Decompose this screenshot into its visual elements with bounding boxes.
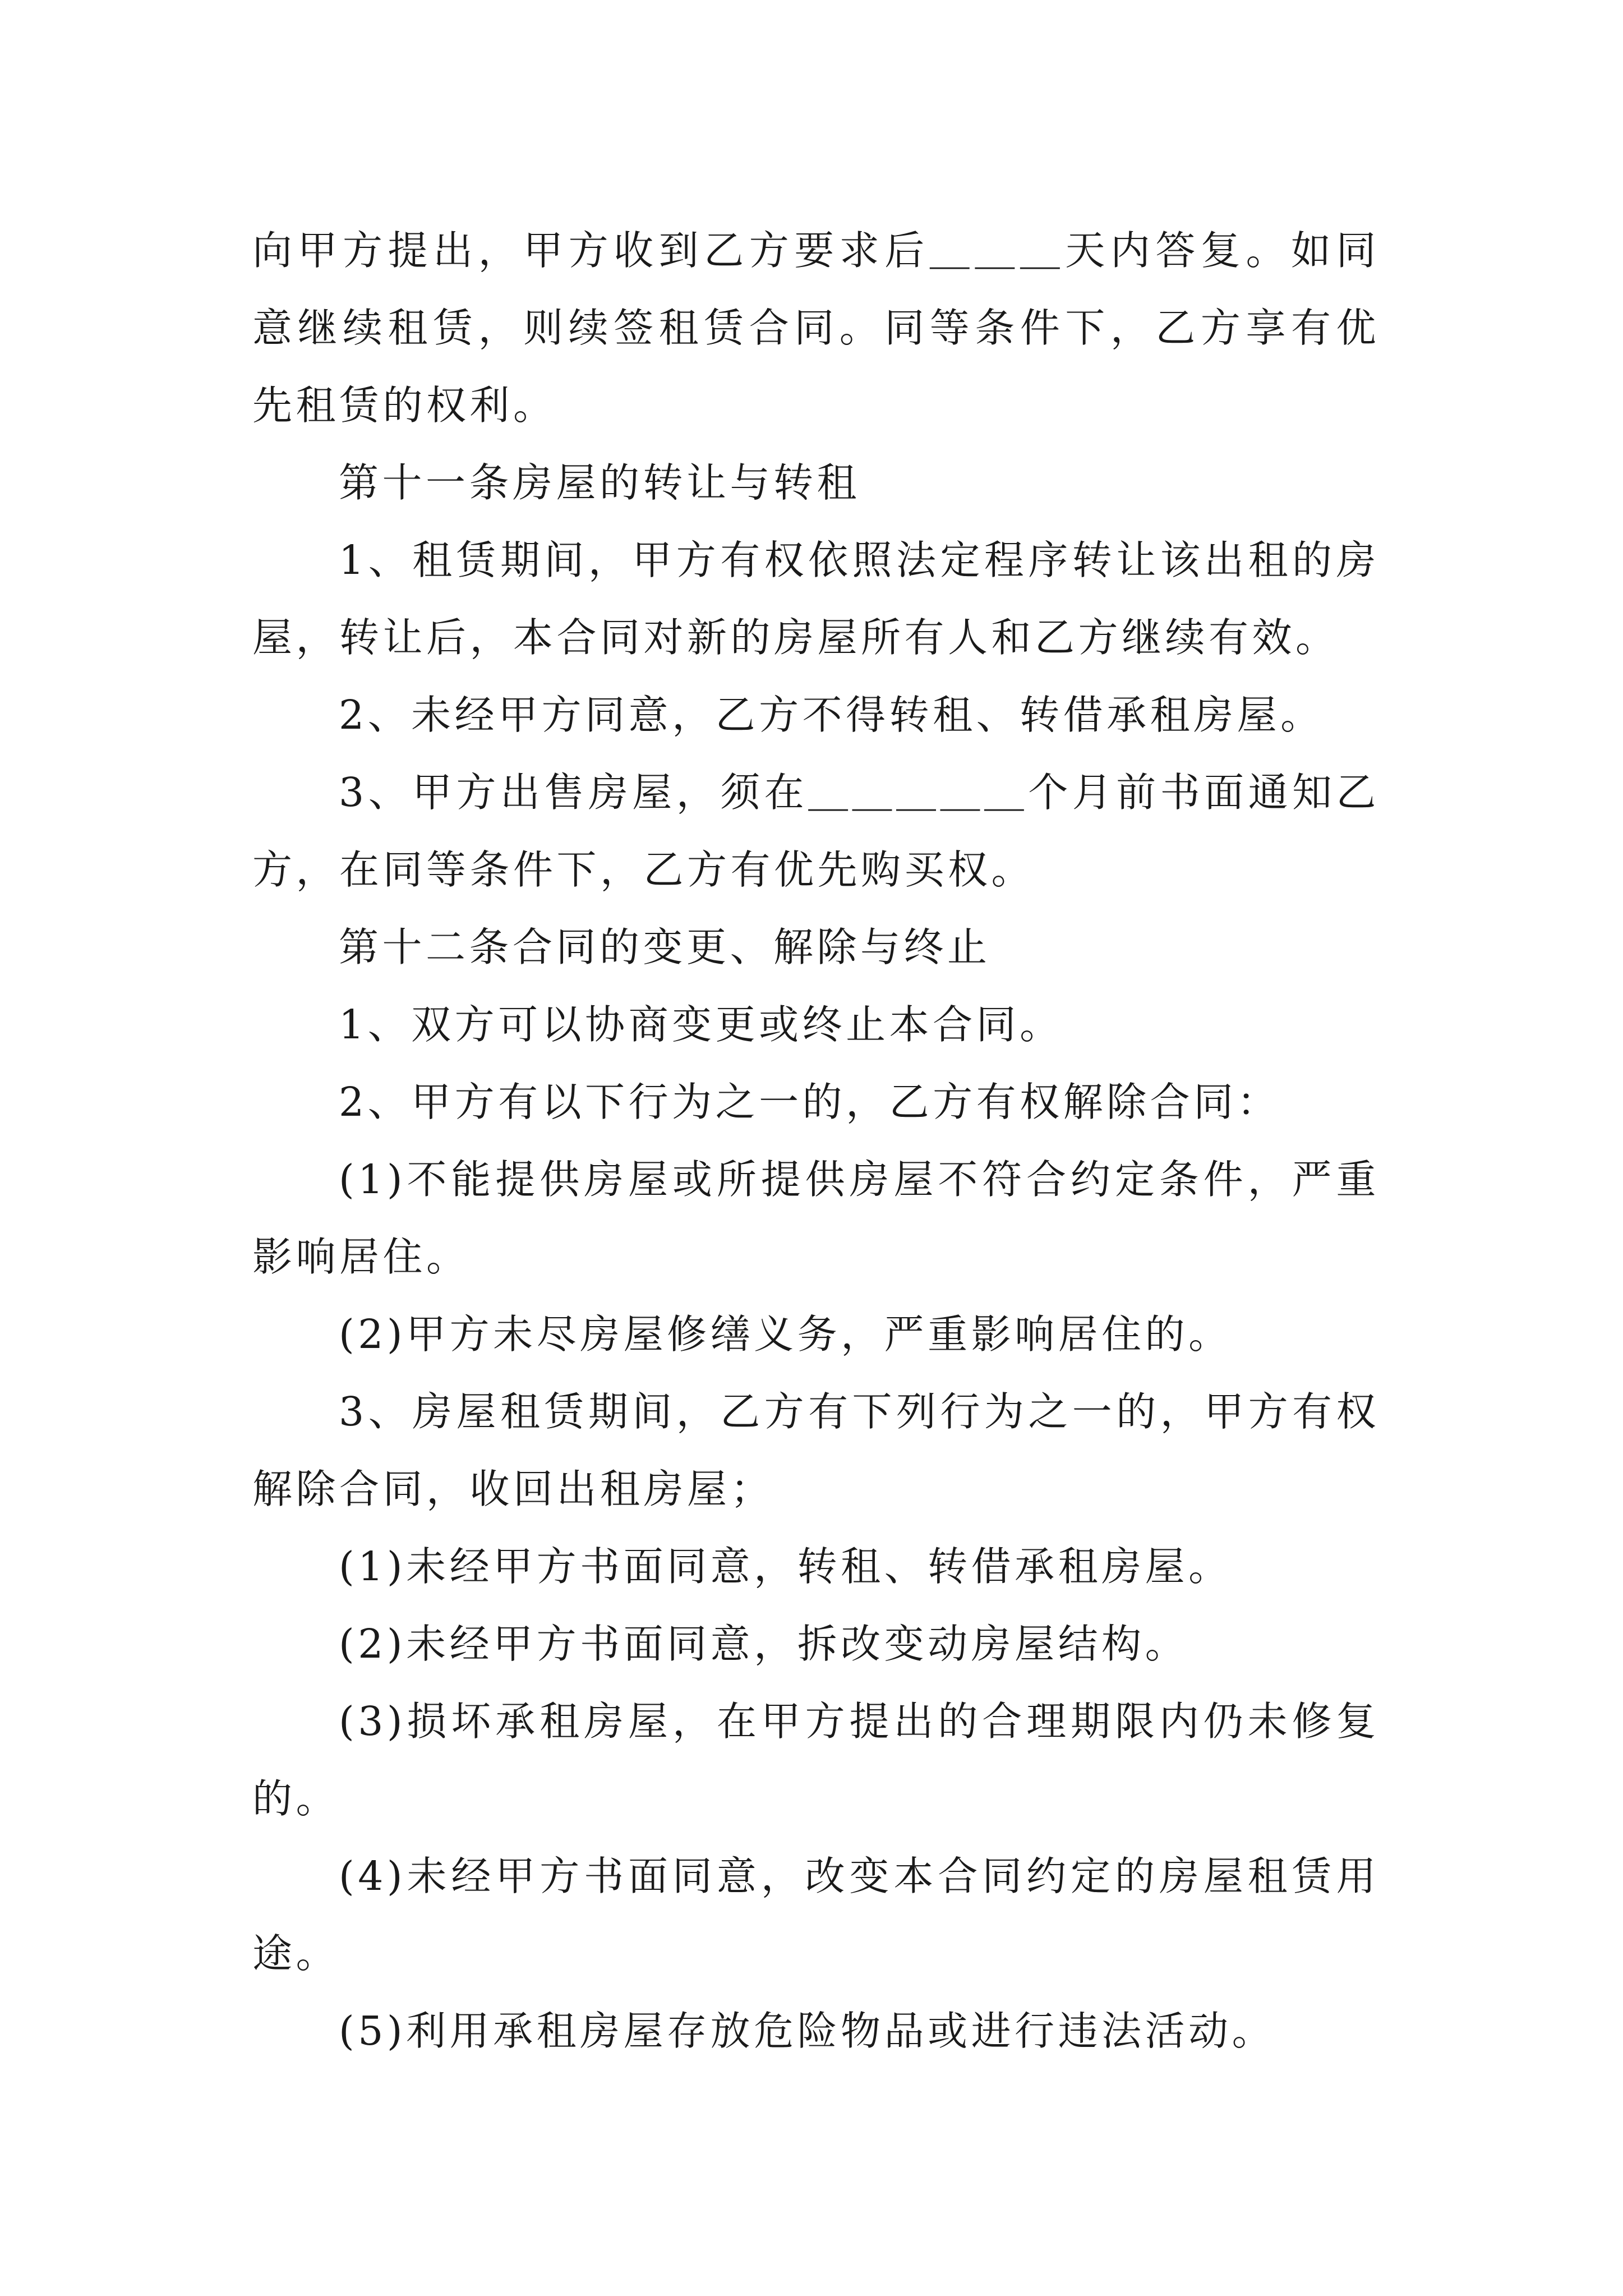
clause-12-3: 3、房屋租赁期间，乙方有下列行为之一的，甲方有权解除合同，收回出租房屋； bbox=[252, 1388, 1380, 1512]
clause-12-3-item-2: (2)未经甲方书面同意，拆改变动房屋结构。 bbox=[339, 1621, 1189, 1667]
clause-11-3: 3、甲方出售房屋，须在＿＿＿＿＿个月前书面通知乙方，在同等条件下，乙方有优先购买权。 bbox=[252, 769, 1380, 893]
clause-12-2: 2、甲方有以下行为之一的，乙方有权解除合同： bbox=[339, 1079, 1281, 1125]
clause-12-3-item-4: (4)未经甲方书面同意，改变本合同约定的房屋租赁用途。 bbox=[252, 1853, 1380, 1977]
clause-12-3-item-5: (5)利用承租房屋存放危险物品或进行违法活动。 bbox=[339, 2008, 1276, 2054]
document-body bbox=[252, 212, 1380, 2070]
clause-11-2: 2、未经甲方同意，乙方不得转租、转借承租房屋。 bbox=[339, 692, 1324, 738]
clause-12-3-item-1: (1)未经甲方书面同意，转租、转借承租房屋。 bbox=[339, 1543, 1232, 1590]
clause-12-2-item-1: (1)不能提供房屋或所提供房屋不符合约定条件，严重影响居住。 bbox=[252, 1156, 1380, 1280]
clause-12-3-item-3: (3)损坏承租房屋，在甲方提出的合理期限内仍未修复的。 bbox=[252, 1698, 1380, 1822]
clause-12-2-item-2: (2)甲方未尽房屋修缮义务，严重影响居住的。 bbox=[339, 1311, 1232, 1358]
paragraph-continuation: 向甲方提出，甲方收到乙方要求后＿＿＿天内答复。如同意继续租赁，则续签租赁合同。同等条件下，乙方享有优先租赁的权利。 bbox=[252, 227, 1380, 429]
section-heading-article-12: 第十二条合同的变更、解除与终止 bbox=[339, 924, 991, 970]
section-heading-article-11: 第十一条房屋的转让与转租 bbox=[339, 459, 861, 506]
clause-11-1: 1、租赁期间，甲方有权依照法定程序转让该出租的房屋，转让后，本合同对新的房屋所有人和乙方继续有效。 bbox=[252, 537, 1380, 661]
clause-12-1: 1、双方可以协商变更或终止本合同。 bbox=[339, 1001, 1063, 1048]
